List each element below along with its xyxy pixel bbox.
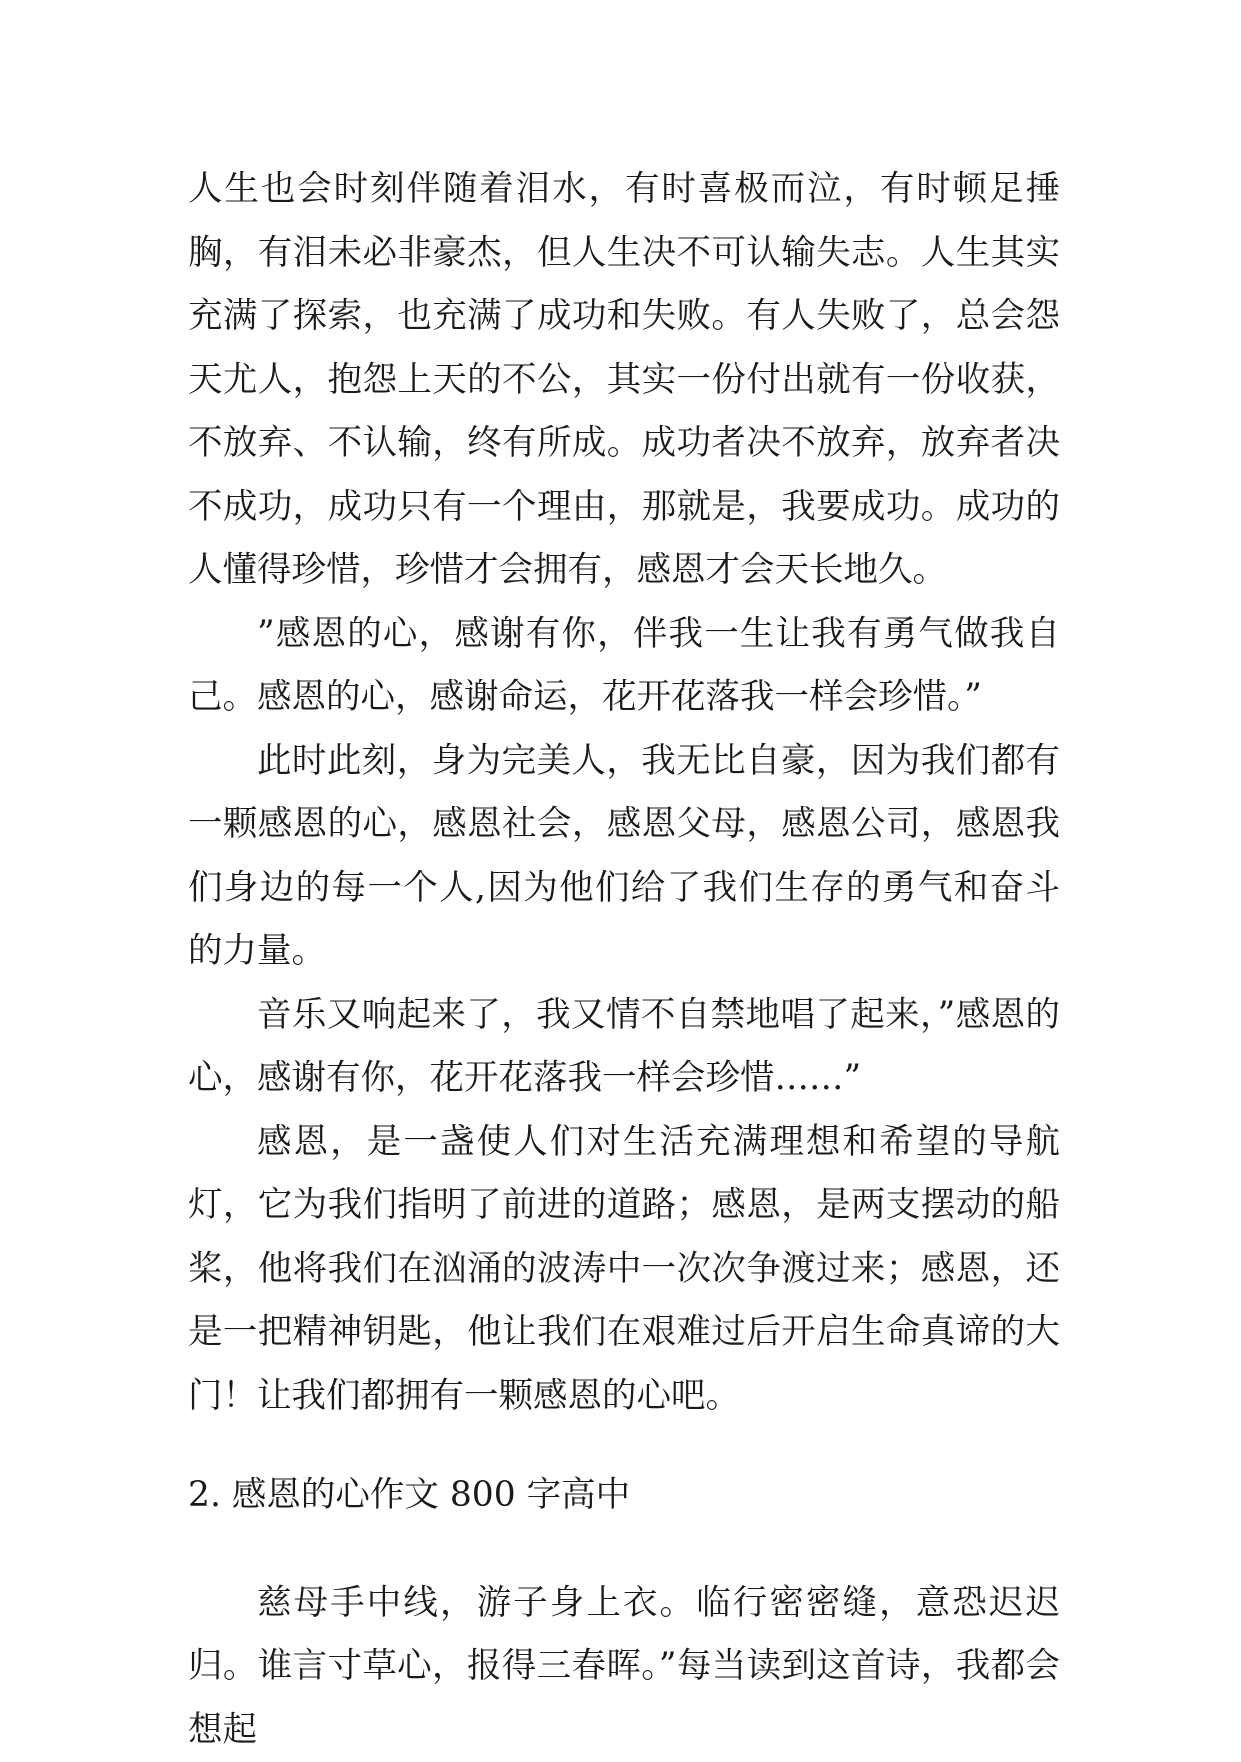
paragraph-1: 人生也会时刻伴随着泪水，有时喜极而泣，有时顿足捶胸，有泪未必非豪杰，但人生决不可认输失志。人生其实充满了探索，也充满了成功和失败。有人失败了，总会怨天尤人，抱怨上天的不公，其实一份付出就有一份收获，不放弃、不认输，终有所成。成功者决不放弃，放弃者决不成功，成功只有一个理由，那就是，我要成功。成功的人懂得珍惜，珍惜才会拥有，感恩才会天长地久。 — [188, 158, 1060, 603]
paragraph-3: 此时此刻，身为完美人，我无比自豪，因为我们都有一颗感恩的心，感恩社会，感恩父母，感恩公司，感恩我们身边的每一个人,因为他们给了我们生存的勇气和奋斗的力量。 — [188, 730, 1060, 984]
paragraph-4: 音乐又响起来了，我又情不自禁地唱了起来，”感恩的心，感谢有你，花开花落我一样会珍惜……” — [188, 984, 1060, 1111]
paragraph-6: 慈母手中线，游子身上衣。临行密密缝，意恐迟迟归。谁言寸草心，报得三春晖。”每当读到这首诗，我都会想起 — [188, 1572, 1060, 1762]
paragraph-2: ”感恩的心，感谢有你，伴我一生让我有勇气做我自己。感恩的心，感谢命运，花开花落我一样会珍惜。” — [188, 603, 1060, 730]
section-heading: 2. 感恩的心作文 800 字高中 — [188, 1464, 1060, 1528]
paragraph-5: 感恩，是一盏使人们对生活充满理想和希望的导航灯，它为我们指明了前进的道路；感恩，是两支摆动的船桨，他将我们在汹涌的波涛中一次次争渡过来；感恩，还是一把精神钥匙，他让我们在艰难过后开启生命真谛的大门！让我们都拥有一颗感恩的心吧。 — [188, 1111, 1060, 1429]
document-page — [188, 158, 1060, 1762]
